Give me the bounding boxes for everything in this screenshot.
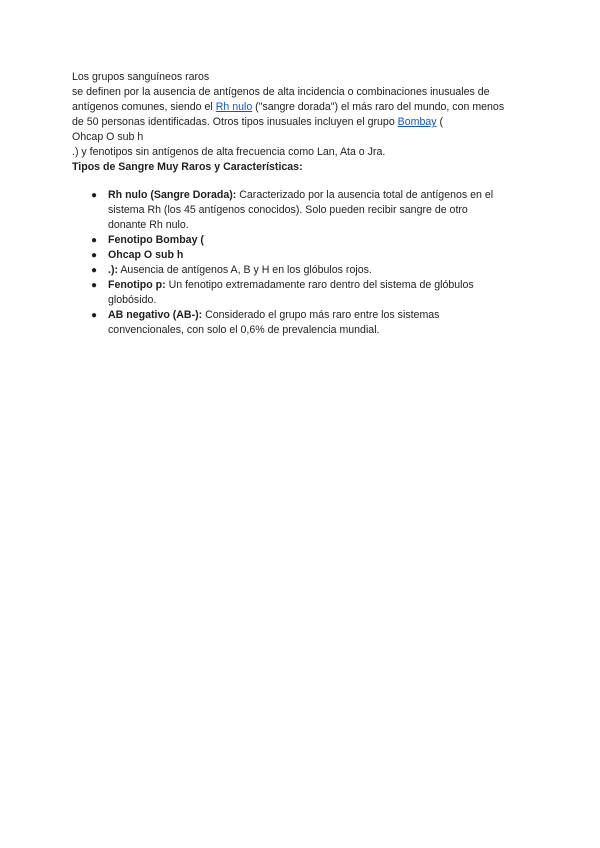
item-title: AB negativo (AB-): [108, 309, 203, 321]
intro-line: se definen por la ausencia de antígenos de alta incidencia o combinaciones inusuales de [72, 86, 490, 98]
intro-text: ( [436, 116, 444, 128]
rh-nulo-link[interactable]: Rh nulo [215, 101, 253, 113]
document-page [72, 70, 532, 338]
item-title: Rh nulo (Sangre Dorada): [108, 189, 237, 201]
item-title: Fenotipo p: [108, 279, 166, 291]
list-item [72, 278, 532, 308]
bullet-icon: ● [91, 190, 98, 201]
bullet-icon: ● [91, 250, 98, 261]
intro-line: .) y fenotipos sin antígenos de alta frecuencia como Lan, Ata o Jra. [72, 146, 386, 158]
intro-line: Ohcap O sub h [72, 131, 144, 143]
item-text: globósido. [108, 294, 157, 306]
intro-line [72, 100, 532, 115]
item-text: donante Rh nulo. [108, 219, 189, 231]
intro-line [72, 115, 532, 130]
item-title: .): [108, 264, 118, 276]
section-heading: Tipos de Sangre Muy Raros y Características: [72, 161, 303, 173]
item-text: Ausencia de antígenos A, B y H en los glóbulos rojos. [118, 264, 372, 276]
intro-paragraph [72, 70, 532, 160]
intro-text: ("sangre dorada") el más raro del mundo, con menos [252, 101, 505, 113]
item-text: Considerado el grupo más raro entre los sistemas [202, 309, 440, 321]
blood-types-list [72, 188, 532, 338]
bullet-icon: ● [91, 280, 98, 291]
item-text: sistema Rh (los 45 antígenos conocidos). Solo pueden recibir sangre de otro [108, 204, 468, 216]
item-text: Un fenotipo extremadamente raro dentro del sistema de glóbulos [165, 279, 474, 291]
list-item [72, 263, 532, 278]
item-text: convencionales, con solo el 0,6% de prevalencia mundial. [108, 324, 380, 336]
item-text: Caracterizado por la ausencia total de antígenos en el [236, 189, 494, 201]
bullet-icon: ● [91, 235, 98, 246]
list-item [72, 308, 532, 338]
list-item [72, 248, 532, 263]
list-item [72, 233, 532, 248]
bombay-link[interactable]: Bombay [397, 116, 437, 128]
bullet-icon: ● [91, 265, 98, 276]
item-title: Fenotipo Bombay ( [108, 234, 204, 246]
intro-text: de 50 personas identificadas. Otros tipos inusuales incluyen el grupo [72, 116, 398, 128]
bullet-icon: ● [91, 310, 98, 321]
item-title: Ohcap O sub h [108, 249, 184, 261]
intro-line: Los grupos sanguíneos raros [72, 71, 210, 83]
list-item [72, 188, 532, 233]
intro-text: antígenos comunes, siendo el [72, 101, 216, 113]
